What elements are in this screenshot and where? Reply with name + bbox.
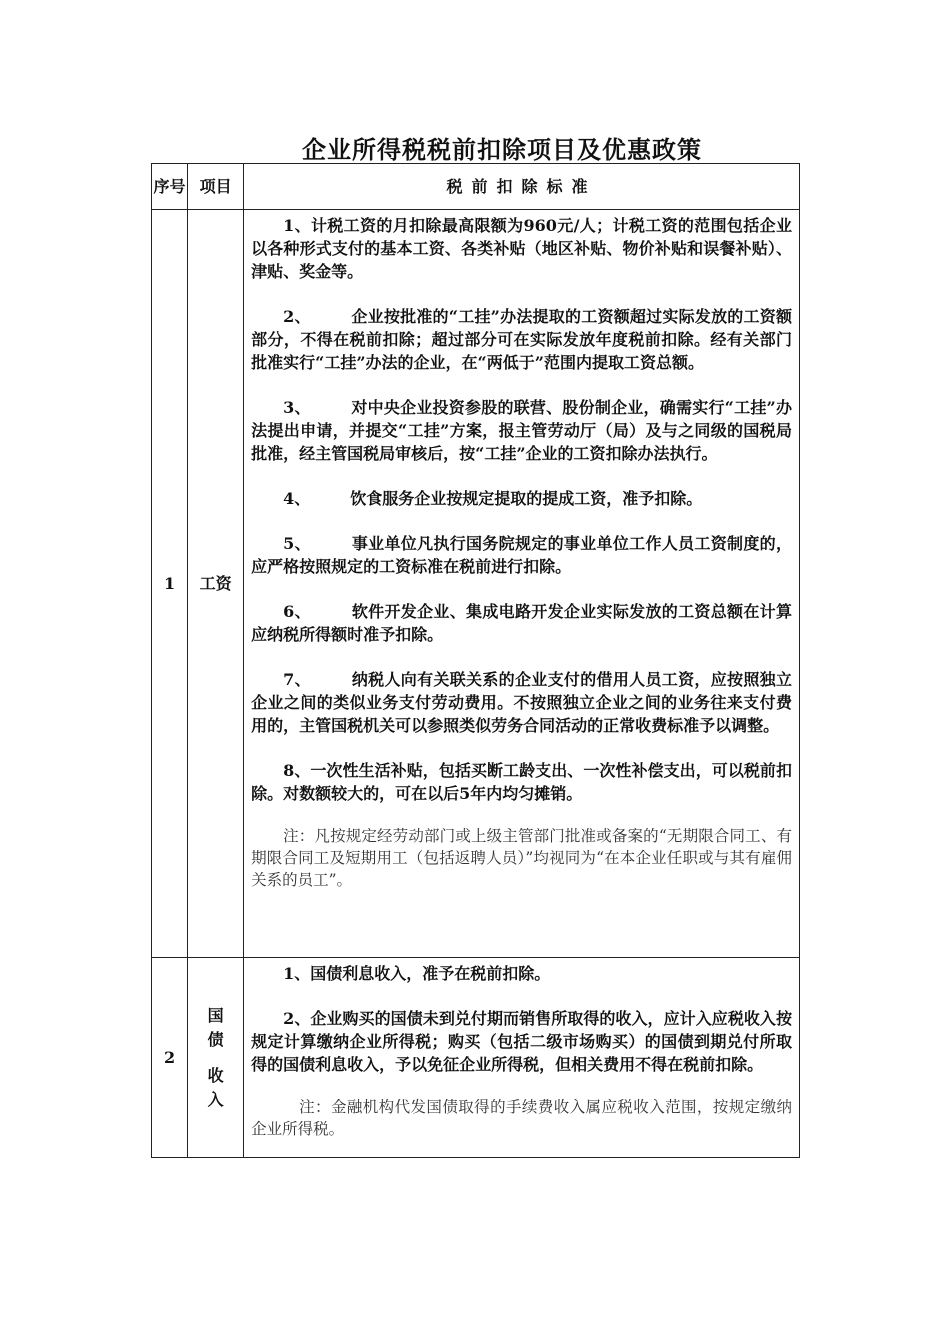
document-title: 企业所得税税前扣除项目及优惠政策: [302, 135, 702, 164]
item-char: 债: [207, 1029, 224, 1049]
standard-note: 注：金融机构代发国债取得的手续费收入属应税收入范围，按规定缴纳企业所得税。: [251, 1098, 792, 1138]
item-char: 收: [207, 1065, 224, 1085]
standard-paragraph: 8、一次性生活补贴，包括买断工龄支出、一次性补偿支出，可以税前扣除。对数额较大的，可在以后5年内均匀摊销。: [251, 761, 792, 803]
header-no: 序号: [152, 164, 188, 210]
table-header-row: [152, 164, 800, 210]
row-standard-cell: [244, 958, 800, 1158]
row-number: 2: [152, 958, 188, 1158]
standard-paragraph: 7、 纳税人向有关联关系的企业支付的借用人员工资，应按照独立企业之间的类似业务支付劳动费用。不按照独立企业之间的业务往来支付费用的，主管国税机关可以参照类似劳务合同活动的正常收费标准予以调整。: [251, 670, 792, 735]
standard-paragraph: 1、国债利息收入，准予在税前扣除。: [283, 964, 551, 983]
table-row: [152, 210, 800, 958]
item-char: 入: [207, 1089, 224, 1109]
standard-paragraph: 2、 企业按批准的“工挂”办法提取的工资额超过实际发放的工资额部分，不得在税前扣除；超过部分可在实际发放年度税前扣除。经有关部门批准实行“工挂”办法的企业，在“两低于”范围内提取工资总额。: [251, 307, 792, 372]
deduction-table: [151, 163, 800, 1158]
standard-note: 注：凡按规定经劳动部门或上级主管部门批准或备案的“无期限合同工、有期限合同工及短期用工（包括返聘人员）”均视同为“在本企业任职或与其有雇佣关系的员工”。: [251, 827, 792, 889]
row-standard-cell: [244, 210, 800, 958]
row-item-name: 工资: [188, 210, 244, 958]
item-char: 国: [207, 1005, 224, 1025]
standard-paragraph: 1、计税工资的月扣除最高限额为960元/人；计税工资的范围包括企业以各种形式支付的基本工资、各类补贴（地区补贴、物价补贴和误餐补贴）、津贴、奖金等。: [251, 216, 792, 281]
row-item-name: [188, 958, 244, 1158]
header-item: 项目: [188, 164, 244, 210]
table-row: [152, 958, 800, 1158]
standard-paragraph: 5、 事业单位凡执行国务院规定的事业单位工作人员工资制度的，应严格按照规定的工资标准在税前进行扣除。: [251, 534, 792, 576]
standard-paragraph: 2、企业购买的国债未到兑付期而销售所取得的收入，应计入应税收入按规定计算缴纳企业所得税；购买（包括二级市场购买）的国债到期兑付所取得的国债利息收入，予以免征企业所得税，但相关费用不得在税前扣除。: [251, 1009, 792, 1074]
header-standard: 税前扣除标准: [244, 164, 800, 210]
standard-paragraph: 4、 饮食服务企业按规定提取的提成工资，准予扣除。: [283, 489, 703, 508]
standard-paragraph: 6、 软件开发企业、集成电路开发企业实际发放的工资总额在计算应纳税所得额时准予扣除。: [251, 602, 792, 644]
row-number: 1: [152, 210, 188, 958]
standard-paragraph: 3、 对中央企业投资参股的联营、股份制企业，确需实行“工挂”办法提出申请，并提交“工挂”方案，报主管劳动厅（局）及与之同级的国税局批准，经主管国税局审核后，按“工挂”企业的工资扣除办法执行。: [251, 398, 792, 463]
